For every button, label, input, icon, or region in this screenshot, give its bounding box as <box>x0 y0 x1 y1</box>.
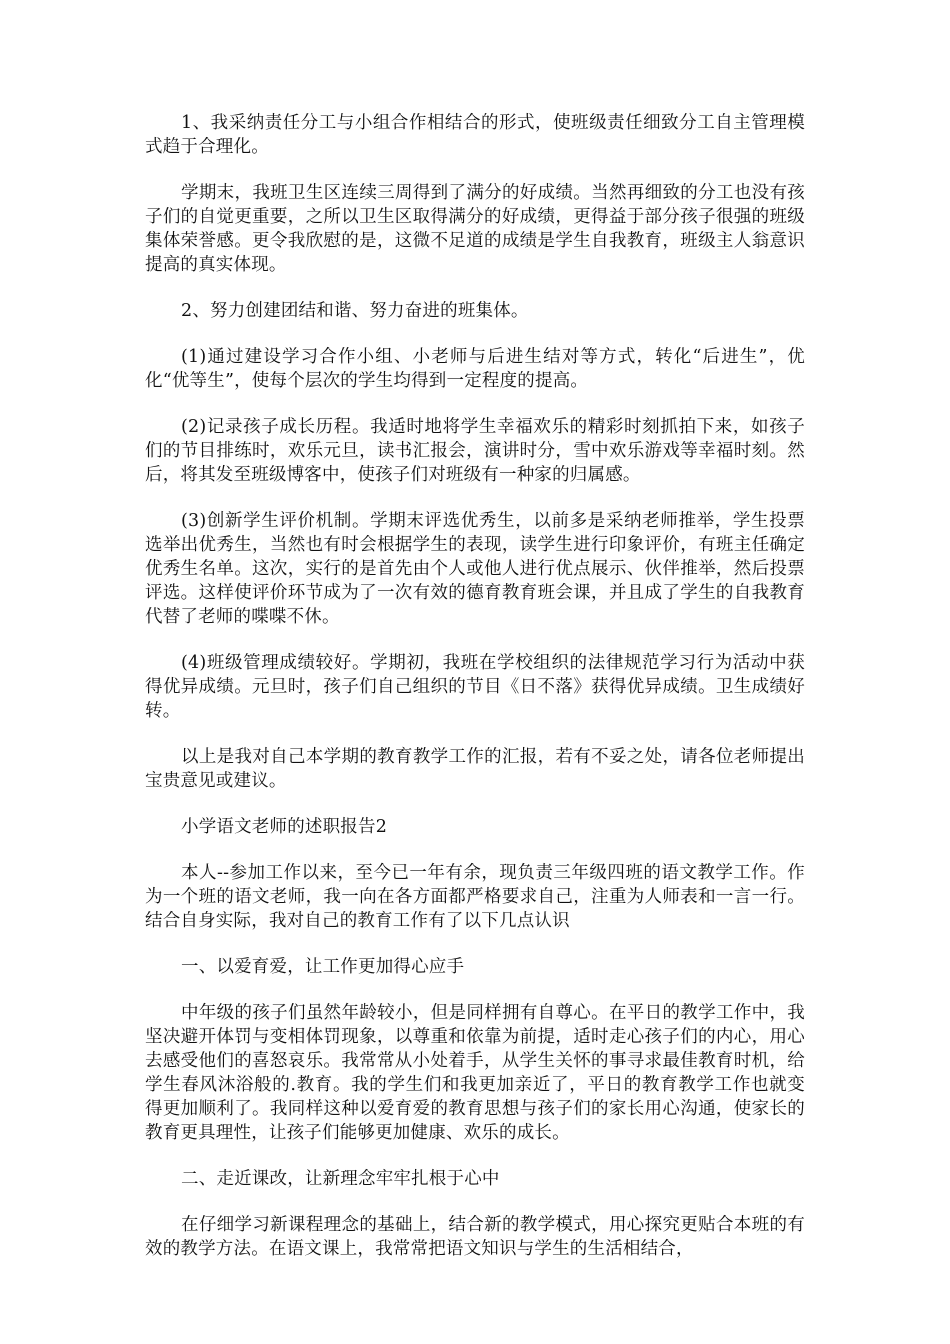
paragraph-hygiene-results: 学期末，我班卫生区连续三周得到了满分的好成绩。当然再细致的分工也没有孩子们的自觉更重要，之所以卫生区取得满分的好成绩，更得益于部分孩子很强的班级集体荣誉感。更令我欣慰的是，这微不足道的成绩是学生自我教育，班级主人翁意识提高的真实体现。 <box>145 183 805 275</box>
paragraph-love-education: 中年级的孩子们虽然年龄较小，但是同样拥有自尊心。在平日的教学工作中，我坚决避开体罚与变相体罚现象，以尊重和依靠为前提，适时走心孩子们的内心，用心去感受他们的喜怒哀乐。我常常从小处着手，从学生关怀的事寻求最佳教育时机，给学生春风沐浴般的.教育。我的学生们和我更加亲近了，平日的教育教学工作也就变得更加顺利了。我同样这种以爱育爱的教育思想与孩子们的家长用心沟通，使家长的教育更具理性，让孩子们能够更加健康、欢乐的成长。 <box>145 1003 805 1143</box>
paragraph-class-collective: 2、努力创建团结和谐、努力奋进的班集体。 <box>181 301 529 321</box>
report-2-heading: 小学语文老师的述职报告2 <box>181 817 388 837</box>
paragraph-evaluation-mechanism: (3)创新学生评价机制。学期末评选优秀生，以前多是采纳老师推举，学生投票选举出优秀生，当然也有时会根据学生的表现，读学生进行印象评价，有班主任确定优秀生名单。这次，实行的是首先由个人或他人进行优点展示、伙伴推举，然后投票评选。这样使评价环节成为了一次有效的德育教育班会课，并且成了学生的自我教育代替了老师的喋喋不休。 <box>145 511 805 627</box>
document-body <box>145 111 805 1283</box>
paragraph-growth-record: (2)记录孩子成长历程。我适时地将学生幸福欢乐的精彩时刻抓拍下来，如孩子们的节目排练时，欢乐元旦，读书汇报会，演讲时分，雪中欢乐游戏等幸福时刻。然后，将其发至班级博客中，使孩子们对班级有一种家的归属感。 <box>145 417 805 485</box>
paragraph-class-management: (4)班级管理成绩较好。学期初，我班在学校组织的法律规范学习行为活动中获得优异成绩。元旦时，孩子们自己组织的节目《日不落》获得优异成绩。卫生成绩好转。 <box>145 653 805 721</box>
paragraph-study-groups: (1)通过建设学习合作小组、小老师与后进生结对等方式，转化“后进生”，优化“优等生”，使每个层次的学生均得到一定程度的提高。 <box>145 347 805 391</box>
section-heading-2: 二、走近课改，让新理念牢牢扎根于心中 <box>181 1169 500 1189</box>
paragraph-curriculum-reform: 在仔细学习新课程理念的基础上，结合新的教学模式，用心探究更贴合本班的有效的教学方法。在语文课上，我常常把语文知识与学生的生活相结合， <box>145 1215 805 1259</box>
paragraph-introduction: 本人--参加工作以来，至今已一年有余，现负责三年级四班的语文教学工作。作为一个班的语文老师，我一向在各方面都严格要求自己，注重为人师表和一言一行。结合自身实际，我对自己的教育工作有了以下几点认识 <box>145 863 805 931</box>
section-heading-1: 一、以爱育爱，让工作更加得心应手 <box>181 957 465 977</box>
paragraph-closing-remarks: 以上是我对自己本学期的教育教学工作的汇报，若有不妥之处，请各位老师提出宝贵意见或建议。 <box>145 747 805 791</box>
paragraph-division-of-labor: 1、我采纳责任分工与小组合作相结合的形式，使班级责任细致分工自主管理模式趋于合理化。 <box>145 113 805 157</box>
